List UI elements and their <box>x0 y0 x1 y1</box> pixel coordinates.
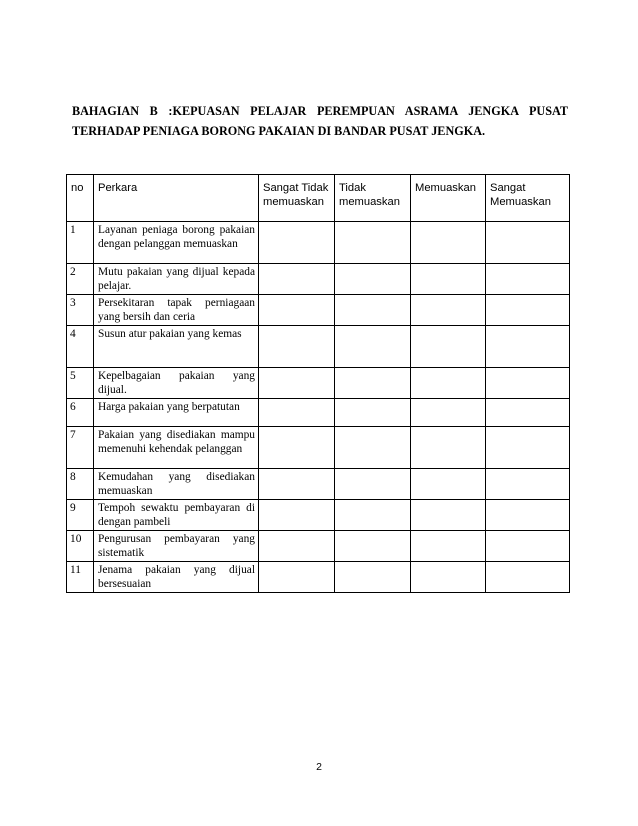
heading-line-1: BAHAGIAN B :KEPUASAN PELAJAR PEREMPUAN ASRAMA JENGKA PUSAT <box>72 104 568 118</box>
rating-cell[interactable] <box>259 562 335 593</box>
row-item: Layanan peniaga borong pakaian dengan pelanggan memuaskan <box>94 222 259 264</box>
row-number: 6 <box>67 399 94 427</box>
header-memuaskan: Memuaskan <box>411 175 486 222</box>
header-no: no <box>67 175 94 222</box>
rating-cell[interactable] <box>259 531 335 562</box>
table-row <box>67 295 570 326</box>
rating-cell[interactable] <box>259 326 335 368</box>
table-row <box>67 427 570 469</box>
header-perkara: Perkara <box>94 175 259 222</box>
table-header-row <box>67 175 570 222</box>
page-number: 2 <box>316 761 322 773</box>
header-tidak-memuaskan: Tidak memuaskan <box>335 175 411 222</box>
rating-cell[interactable] <box>486 222 570 264</box>
rating-cell[interactable] <box>335 500 411 531</box>
section-heading <box>72 101 568 141</box>
row-item: Pengurusan pembayaran yang sistematik <box>94 531 259 562</box>
table-row <box>67 500 570 531</box>
rating-cell[interactable] <box>335 562 411 593</box>
row-item: Mutu pakaian yang dijual kepada pelajar. <box>94 264 259 295</box>
rating-cell[interactable] <box>259 264 335 295</box>
satisfaction-table <box>66 174 570 593</box>
rating-cell[interactable] <box>335 399 411 427</box>
rating-cell[interactable] <box>486 295 570 326</box>
rating-cell[interactable] <box>411 399 486 427</box>
rating-cell[interactable] <box>411 264 486 295</box>
rating-cell[interactable] <box>259 368 335 399</box>
rating-cell[interactable] <box>335 368 411 399</box>
rating-cell[interactable] <box>335 427 411 469</box>
rating-cell[interactable] <box>259 427 335 469</box>
rating-cell[interactable] <box>411 427 486 469</box>
table-row <box>67 222 570 264</box>
rating-cell[interactable] <box>486 368 570 399</box>
header-sangat-tidak-memuaskan: Sangat Tidak memuaskan <box>259 175 335 222</box>
rating-cell[interactable] <box>335 295 411 326</box>
rating-cell[interactable] <box>411 562 486 593</box>
table-row <box>67 399 570 427</box>
row-number: 5 <box>67 368 94 399</box>
rating-cell[interactable] <box>486 500 570 531</box>
rating-cell[interactable] <box>411 295 486 326</box>
row-number: 4 <box>67 326 94 368</box>
row-number: 9 <box>67 500 94 531</box>
table-row <box>67 469 570 500</box>
table-row <box>67 368 570 399</box>
table-row <box>67 562 570 593</box>
rating-cell[interactable] <box>259 399 335 427</box>
rating-cell[interactable] <box>486 469 570 500</box>
table-row <box>67 326 570 368</box>
rating-cell[interactable] <box>259 500 335 531</box>
header-sangat-memuaskan: Sangat Memuaskan <box>486 175 570 222</box>
rating-cell[interactable] <box>486 399 570 427</box>
table-row <box>67 264 570 295</box>
rating-cell[interactable] <box>259 295 335 326</box>
row-item: Kemudahan yang disediakan memuaskan <box>94 469 259 500</box>
row-item: Susun atur pakaian yang kemas <box>94 326 259 368</box>
row-number: 11 <box>67 562 94 593</box>
rating-cell[interactable] <box>259 469 335 500</box>
row-item: Harga pakaian yang berpatutan <box>94 399 259 427</box>
row-number: 3 <box>67 295 94 326</box>
rating-cell[interactable] <box>411 326 486 368</box>
rating-cell[interactable] <box>335 531 411 562</box>
row-item: Jenama pakaian yang dijual bersesuaian <box>94 562 259 593</box>
row-item: Tempoh sewaktu pembayaran di dengan pambeli <box>94 500 259 531</box>
rating-cell[interactable] <box>335 469 411 500</box>
table-row <box>67 531 570 562</box>
row-number: 7 <box>67 427 94 469</box>
rating-cell[interactable] <box>411 500 486 531</box>
rating-cell[interactable] <box>411 531 486 562</box>
rating-cell[interactable] <box>486 531 570 562</box>
row-number: 1 <box>67 222 94 264</box>
row-number: 8 <box>67 469 94 500</box>
row-item: Pakaian yang disediakan mampu memenuhi kehendak pelanggan <box>94 427 259 469</box>
row-number: 2 <box>67 264 94 295</box>
rating-cell[interactable] <box>486 264 570 295</box>
rating-cell[interactable] <box>411 368 486 399</box>
rating-cell[interactable] <box>486 326 570 368</box>
rating-cell[interactable] <box>335 326 411 368</box>
row-number: 10 <box>67 531 94 562</box>
rating-cell[interactable] <box>259 222 335 264</box>
rating-cell[interactable] <box>411 469 486 500</box>
rating-cell[interactable] <box>486 562 570 593</box>
rating-cell[interactable] <box>411 222 486 264</box>
rating-cell[interactable] <box>335 264 411 295</box>
heading-line-2: TERHADAP PENIAGA BORONG PAKAIAN DI BANDAR PUSAT JENGKA. <box>72 124 486 138</box>
row-item: Kepelbagaian pakaian yang dijual. <box>94 368 259 399</box>
rating-cell[interactable] <box>486 427 570 469</box>
rating-cell[interactable] <box>335 222 411 264</box>
row-item: Persekitaran tapak perniagaan yang bersih dan ceria <box>94 295 259 326</box>
